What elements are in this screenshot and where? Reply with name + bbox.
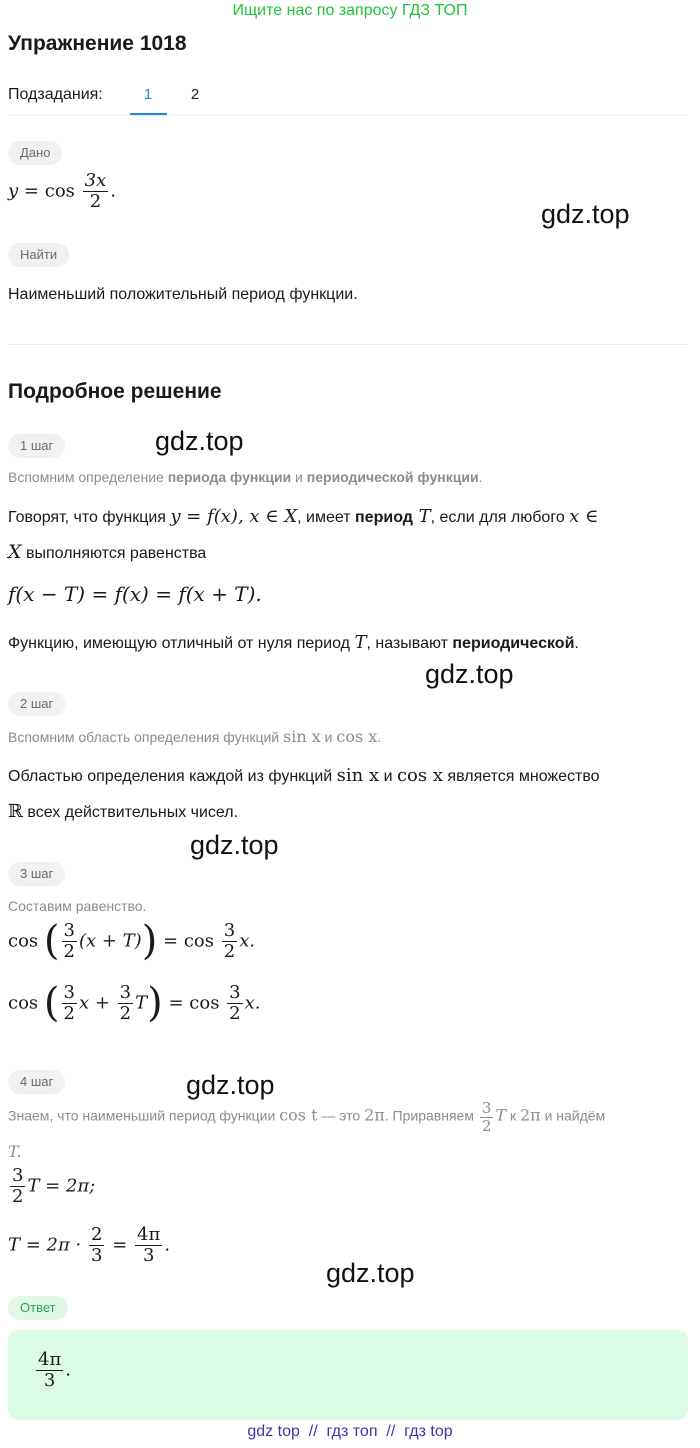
hint-text: .: [478, 469, 483, 485]
step-3-equation-2: [8, 980, 261, 1027]
denominator: 3: [91, 1244, 103, 1266]
math-inline: (x + T): [78, 930, 142, 952]
math-inline: sin x: [336, 765, 380, 786]
text: Функцию, имеющую отличный от нуля период: [8, 635, 355, 652]
hint-text: Вспомним область определения функций: [8, 729, 283, 745]
given-eq: =: [23, 180, 39, 202]
denominator: 2: [229, 1002, 241, 1024]
denominator: 3: [135, 1245, 162, 1266]
given-denominator: 2: [83, 191, 109, 212]
math-inline: cos t: [279, 1105, 318, 1125]
step-4-hint-cont: T.: [8, 1142, 22, 1161]
hint-bold: периодической функции: [306, 469, 479, 485]
text: , если для любого: [430, 509, 570, 526]
math-inline: X: [8, 541, 22, 563]
math-inline: x.: [239, 930, 256, 952]
hint-text: Знаем, что наименьший период функции: [8, 1107, 280, 1124]
hint-text: Вспомним определение: [8, 469, 168, 485]
paren-close: ): [141, 918, 158, 965]
math-inline: T = 2π ·: [8, 1234, 82, 1256]
math-inline: ℝ: [8, 801, 23, 822]
step-1-line-3: [8, 629, 579, 656]
math-inline: cos x: [336, 727, 378, 746]
step-3-hint: Составим равенство.: [8, 898, 147, 914]
step-2-line-1: [8, 762, 600, 789]
hint-text: к: [506, 1107, 520, 1124]
text: и: [379, 768, 397, 785]
step-2-line-2: [8, 798, 238, 825]
math-inline: T: [354, 632, 367, 653]
watermark: gdz.top: [155, 426, 244, 456]
solution-title: Подробное решение: [8, 380, 222, 403]
numerator: 4π: [38, 1349, 62, 1370]
answer-box: [8, 1330, 688, 1420]
step-1-line-2: [8, 538, 206, 567]
math-func: cos: [8, 930, 39, 952]
step-4-equation-1: [8, 1166, 95, 1207]
denominator: 2: [63, 1002, 75, 1024]
math-inline: x.: [244, 992, 261, 1014]
math-inline: = cos: [163, 930, 214, 952]
denominator: 2: [481, 1116, 492, 1135]
math-inline: T: [412, 506, 431, 527]
hint-text: и найдём: [540, 1107, 606, 1124]
given-badge: Дано: [8, 141, 62, 165]
math-inline: .: [164, 1234, 171, 1256]
numerator: 3: [481, 1099, 492, 1117]
paren-open: (: [43, 918, 60, 965]
step-4-equation-2: [8, 1225, 170, 1266]
text: Говорят, что функция: [8, 509, 171, 526]
given-numerator: 3x: [84, 170, 107, 191]
given-func: cos: [44, 180, 75, 202]
page-title: Упражнение 1018: [8, 32, 187, 55]
tab-subtask-2[interactable]: 2: [190, 86, 200, 103]
step-1-hint: [8, 469, 482, 485]
step-1-line-1: [8, 503, 598, 530]
answer-formula: [34, 1350, 71, 1391]
numerator: 3: [63, 982, 75, 1003]
search-hint-banner: Ищите нас по запросу ГДЗ ТОП: [232, 2, 468, 19]
hint-text: и: [291, 469, 307, 485]
numerator: 3: [223, 920, 236, 941]
math-inline: T: [135, 992, 148, 1014]
text: является множество: [442, 768, 600, 785]
numerator: 3: [229, 982, 241, 1003]
step-4-badge: 4 шаг: [8, 1070, 65, 1094]
math-inline: 2π: [364, 1105, 385, 1125]
math-inline: .: [65, 1359, 72, 1381]
math-inline: cos x: [396, 765, 443, 786]
find-badge: Найти: [8, 243, 69, 267]
math-inline: sin x: [283, 727, 321, 746]
watermark: gdz.top: [190, 830, 279, 860]
math-inline: T: [495, 1105, 507, 1125]
tabs-divider: [8, 115, 688, 116]
paren-open: (: [43, 980, 60, 1027]
math-inline: = cos: [168, 992, 220, 1014]
math-inline: T = 2π;: [27, 1175, 96, 1197]
denominator: 2: [119, 1002, 132, 1024]
given-formula: [8, 171, 116, 212]
watermark: gdz.top: [541, 199, 630, 229]
hint-bold: периода функции: [167, 469, 292, 485]
numerator: 3: [119, 982, 132, 1003]
text: , называют: [366, 635, 453, 652]
denominator: 2: [223, 940, 236, 962]
hint-text: — это: [317, 1107, 365, 1124]
tab-subtask-1[interactable]: 1: [143, 86, 153, 103]
math-inline: y = f(x), x ∈ X: [170, 506, 298, 527]
math-inline: =: [112, 1234, 128, 1256]
numerator: 3: [12, 1165, 24, 1186]
math-func: cos: [8, 992, 39, 1014]
given-lhs: y: [8, 180, 19, 202]
text-bold: периодической: [452, 635, 575, 652]
denominator: 2: [63, 940, 75, 962]
text: Областью определения каждой из функций: [8, 768, 337, 785]
subtasks-label: Подзадания:: [8, 86, 103, 103]
math-inline: x +: [78, 992, 110, 1014]
math-inline: x ∈: [569, 506, 599, 527]
given-end: .: [110, 180, 116, 202]
section-divider: [8, 344, 688, 345]
math-inline: 2π: [519, 1105, 541, 1125]
step-1-formula: f(x − T) = f(x) = f(x + T).: [8, 582, 262, 606]
step-4-hint: [8, 1100, 605, 1134]
step-3-badge: 3 шаг: [8, 862, 65, 886]
denominator: 3: [36, 1370, 63, 1391]
text: .: [574, 635, 579, 652]
find-text: Наименьший положительный период функции.: [8, 286, 358, 303]
hint-text: .: [377, 729, 382, 745]
step-2-hint: [8, 727, 381, 746]
answer-badge: Ответ: [8, 1296, 68, 1320]
step-3-equation-1: [8, 918, 256, 965]
step-2-badge: 2 шаг: [8, 692, 65, 716]
text: всех действительных чисел.: [22, 804, 239, 821]
hint-text: . Приравняем: [384, 1107, 478, 1124]
footer-links[interactable]: gdz top // гдз топ // гдз top: [247, 1423, 453, 1440]
text: выполняются равенства: [21, 545, 207, 562]
watermark: gdz.top: [186, 1070, 275, 1100]
text: , имеет: [297, 509, 356, 526]
watermark: gdz.top: [326, 1258, 415, 1288]
numerator: 3: [63, 920, 75, 941]
numerator: 2: [91, 1224, 103, 1245]
paren-close: ): [147, 980, 163, 1027]
hint-text: и: [320, 729, 337, 745]
text-bold: период: [355, 509, 413, 526]
step-1-badge: 1 шаг: [8, 434, 65, 458]
watermark: gdz.top: [425, 659, 514, 689]
numerator: 4π: [137, 1224, 161, 1245]
denominator: 2: [12, 1185, 24, 1207]
